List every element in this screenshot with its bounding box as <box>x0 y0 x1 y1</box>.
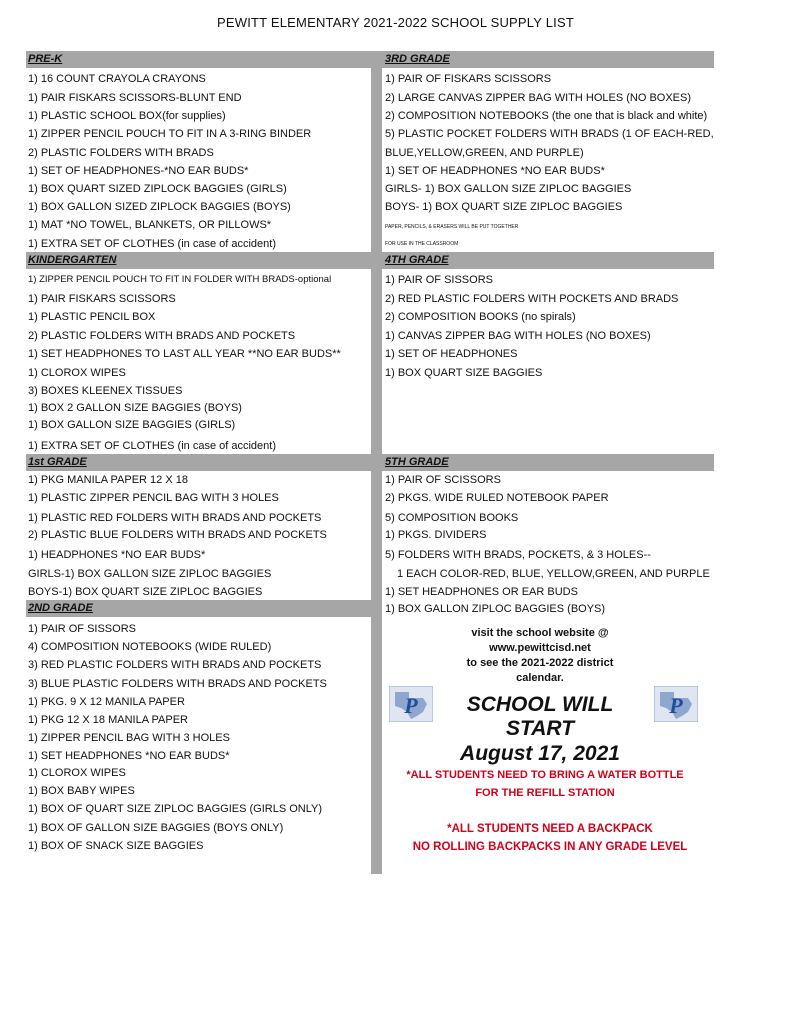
list-note: PAPER, PENCILS, & ERASERS WILL BE PUT TOGETHER <box>385 224 519 230</box>
list-item: 1) SET OF HEADPHONES <box>385 348 518 360</box>
list-item: 2) PLASTIC FOLDERS WITH BRADS AND POCKETS <box>28 330 296 342</box>
list-item: 2) COMPOSITION NOTEBOOKS (the one that is black and white) <box>385 110 708 122</box>
pewitt-logo-right <box>654 686 698 722</box>
list-item: 1) SET HEADPHONES OR EAR BUDS <box>385 586 578 598</box>
list-item: 1) PLASTIC SCHOOL BOX(for supplies) <box>28 110 226 122</box>
list-item: 3) BOXES KLEENEX TISSUES <box>28 385 183 397</box>
list-item: 1) PLASTIC PENCIL BOX <box>28 311 156 323</box>
list-item: 2) COMPOSITION BOOKS (no spirals) <box>385 311 576 323</box>
list-item: 1) SET OF HEADPHONES *NO EAR BUDS* <box>385 165 605 177</box>
water-bottle-line: FOR THE REFILL STATION <box>475 787 615 799</box>
heading-3rd-grade: 3RD GRADE <box>385 53 450 65</box>
list-item: 1) BOX QUART SIZE BAGGIES <box>385 367 543 379</box>
list-item: GIRLS-1) BOX GALLON SIZE ZIPLOC BAGGIES <box>28 568 272 580</box>
list-item: 2) PKGS. WIDE RULED NOTEBOOK PAPER <box>385 492 609 504</box>
heading-4th-grade: 4TH GRADE <box>385 254 449 266</box>
backpack-line: NO ROLLING BACKPACKS IN ANY GRADE LEVEL <box>412 841 688 853</box>
list-item: 2) PLASTIC FOLDERS WITH BRADS <box>28 147 214 159</box>
list-item: 1) CANVAS ZIPPER BAG WITH HOLES (NO BOXES) <box>385 330 651 342</box>
list-item: 1) BOX OF SNACK SIZE BAGGIES <box>28 840 204 852</box>
heading-5th-grade: 5TH GRADE <box>385 456 449 468</box>
list-item: BLUE,YELLOW,GREEN, AND PURPLE) <box>385 147 584 159</box>
list-item: 1) BOX QUART SIZED ZIPLOCK BAGGIES (GIRLS) <box>28 183 287 195</box>
list-item: 1) ZIPPER PENCIL POUCH TO FIT IN FOLDER WITH BRADS-optional <box>28 274 332 285</box>
list-item: 1) SET HEADPHONES *NO EAR BUDS* <box>28 750 230 762</box>
list-item: 1) PAIR OF SCISSORS <box>385 474 501 486</box>
list-item: 1) BOX GALLON ZIPLOC BAGGIES (BOYS) <box>385 603 606 615</box>
list-item: 1) ZIPPER PENCIL POUCH TO FIT IN A 3-RING BINDER <box>28 128 312 140</box>
school-start-line: START <box>505 717 575 740</box>
list-item: 3) BLUE PLASTIC FOLDERS WITH BRADS AND POCKETS <box>28 678 327 690</box>
backpack-notice <box>380 820 720 856</box>
list-item: 3) RED PLASTIC FOLDERS WITH BRADS AND POCKETS <box>28 659 322 671</box>
backpack-line: *ALL STUDENTS NEED A BACKPACK <box>447 823 653 835</box>
list-item: 1) CLOROX WIPES <box>28 767 126 779</box>
list-item: 1) HEADPHONES *NO EAR BUDS* <box>28 549 206 561</box>
list-item: 1) BOX OF GALLON SIZE BAGGIES (BOYS ONLY) <box>28 822 284 834</box>
heading-1st-grade: 1st GRADE <box>28 456 87 468</box>
school-start-line: SCHOOL WILL <box>466 693 614 716</box>
logo-letter: P <box>669 693 683 718</box>
list-item: 1) 16 COUNT CRAYOLA CRAYONS <box>28 73 206 85</box>
header-bar-row3 <box>26 454 714 471</box>
list-item: 1) PLASTIC ZIPPER PENCIL BAG WITH 3 HOLES <box>28 492 279 504</box>
list-item: 1 EACH COLOR-RED, BLUE, YELLOW,GREEN, AND PURPLE <box>397 568 710 580</box>
list-item: 1) PLASTIC RED FOLDERS WITH BRADS AND POCKETS <box>28 512 322 524</box>
list-item: 1) PKG 12 X 18 MANILA PAPER <box>28 714 188 726</box>
list-item: GIRLS- 1) BOX GALLON SIZE ZIPLOC BAGGIES <box>385 183 632 195</box>
list-item: 1) PAIR OF FISKARS SCISSORS <box>385 73 552 85</box>
list-item: 1) BOX 2 GALLON SIZE BAGGIES (BOYS) <box>28 402 242 414</box>
header-bar-row1 <box>26 51 714 68</box>
list-item: 1) BOX GALLON SIZED ZIPLOCK BAGGIES (BOYS) <box>28 201 291 213</box>
list-item: 1) BOX GALLON SIZE BAGGIES (GIRLS) <box>28 419 236 431</box>
list-item: 1) MAT *NO TOWEL, BLANKETS, OR PILLOWS* <box>28 219 272 231</box>
website-notice <box>420 626 660 686</box>
heading-2nd-grade: 2ND GRADE <box>28 602 93 614</box>
list-item: 1) PAIR FISKARS SCISSORS-BLUNT END <box>28 92 242 104</box>
water-bottle-notice <box>380 766 710 802</box>
list-item: 1) CLOROX WIPES <box>28 367 126 379</box>
list-item: 2) LARGE CANVAS ZIPPER BAG WITH HOLES (NO BOXES) <box>385 92 692 104</box>
list-item: 1) PAIR OF SISSORS <box>28 623 136 635</box>
list-item: 2) PLASTIC BLUE FOLDERS WITH BRADS AND POCKETS <box>28 529 327 541</box>
texas-p-logo-icon <box>654 686 698 722</box>
website-notice-line: calendar. <box>516 672 564 684</box>
list-item: 1) ZIPPER PENCIL BAG WITH 3 HOLES <box>28 732 230 744</box>
texas-p-logo-icon <box>389 686 433 722</box>
list-item: 1) PKG MANILA PAPER 12 X 18 <box>28 474 188 486</box>
heading-kindergarten: KINDERGARTEN <box>28 254 117 266</box>
list-item: 1) PKG. 9 X 12 MANILA PAPER <box>28 696 185 708</box>
heading-prek: PRE-K <box>28 53 63 65</box>
list-item: 5) FOLDERS WITH BRADS, POCKETS, & 3 HOLES-- <box>385 549 651 561</box>
list-item: 2) RED PLASTIC FOLDERS WITH POCKETS AND BRADS <box>385 293 679 305</box>
list-item: 1) PAIR FISKARS SCISSORS <box>28 293 176 305</box>
website-notice-line: to see the 2021-2022 district <box>466 657 614 669</box>
website-link[interactable]: www.pewittcisd.net <box>489 642 591 654</box>
list-item: 1) PKGS. DIVIDERS <box>385 529 487 541</box>
page-title: PEWITT ELEMENTARY 2021-2022 SCHOOL SUPPLY LIST <box>217 15 574 30</box>
list-item: 5) COMPOSITION BOOKS <box>385 512 519 524</box>
list-item: BOYS-1) BOX QUART SIZE ZIPLOC BAGGIES <box>28 586 263 598</box>
header-bar-row2 <box>26 252 714 269</box>
school-start-date: August 17, 2021 <box>460 742 620 765</box>
list-item: 1) BOX OF QUART SIZE ZIPLOC BAGGIES (GIRLS ONLY) <box>28 803 323 815</box>
list-item: 1) EXTRA SET OF CLOTHES (in case of accident) <box>28 440 276 452</box>
school-start-heading <box>440 693 640 741</box>
list-note: FOR USE IN THE CLASSROOM <box>385 241 459 247</box>
list-item: 1) SET OF HEADPHONES-*NO EAR BUDS* <box>28 165 249 177</box>
website-notice-line: visit the school website @ <box>471 627 609 639</box>
list-item: 5) PLASTIC POCKET FOLDERS WITH BRADS (1 OF EACH-RED, <box>385 128 714 140</box>
list-item: 1) SET HEADPHONES TO LAST ALL YEAR **NO EAR BUDS** <box>28 348 341 360</box>
logo-letter: P <box>404 693 418 718</box>
list-item: 1) BOX BABY WIPES <box>28 785 135 797</box>
list-item: 1) EXTRA SET OF CLOTHES (in case of accident) <box>28 238 276 250</box>
list-item: 4) COMPOSITION NOTEBOOKS (WIDE RULED) <box>28 641 272 653</box>
water-bottle-line: *ALL STUDENTS NEED TO BRING A WATER BOTTLE <box>406 769 684 781</box>
list-item: 1) PAIR OF SISSORS <box>385 274 493 286</box>
list-item: BOYS- 1) BOX QUART SIZE ZIPLOC BAGGIES <box>385 201 623 213</box>
pewitt-logo-left <box>389 686 433 722</box>
